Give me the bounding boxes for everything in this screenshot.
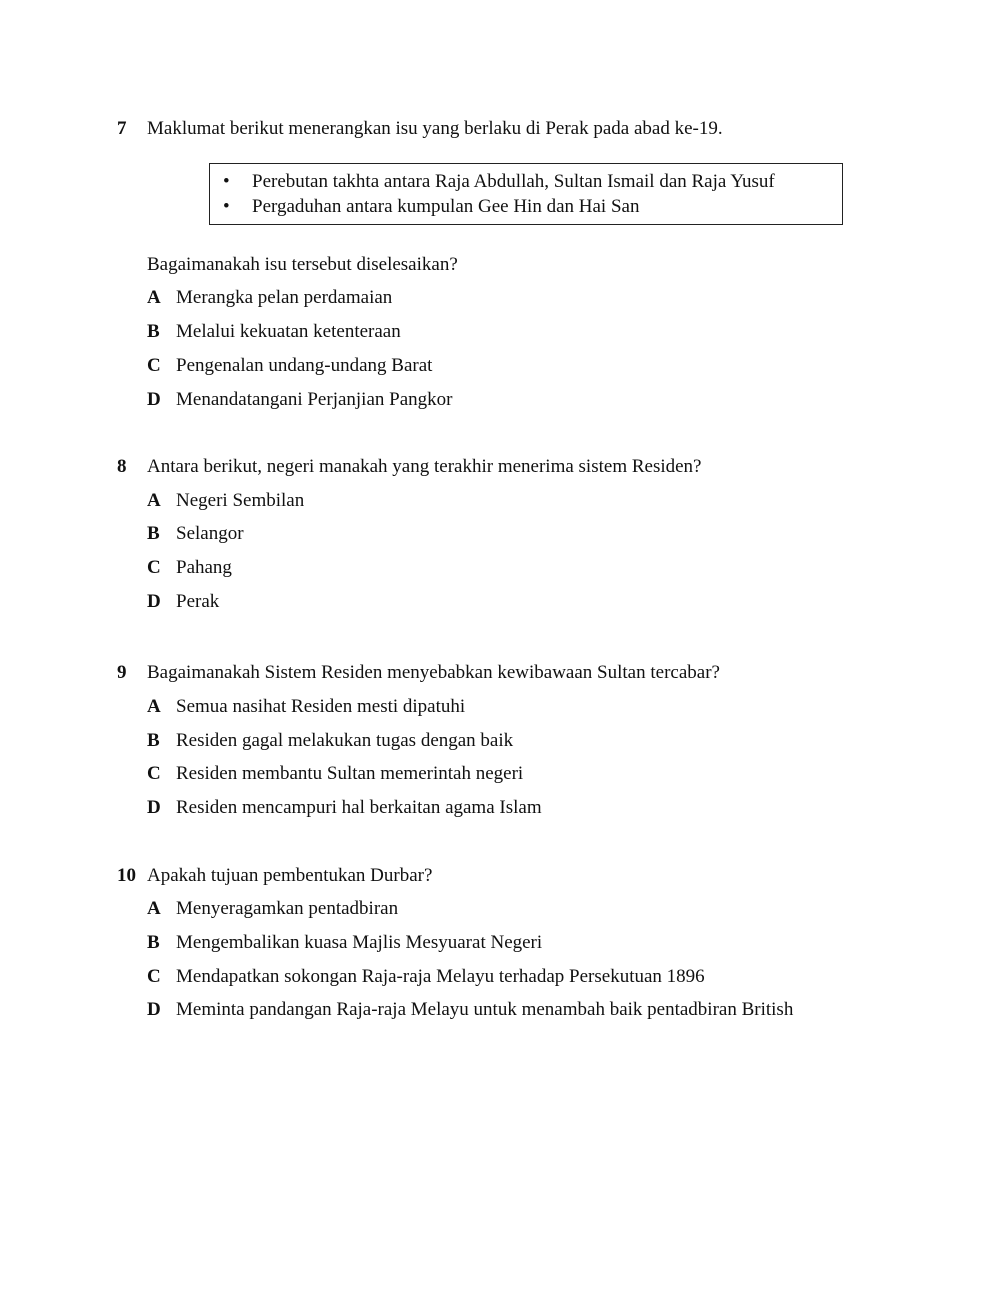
option-letter: B xyxy=(147,523,160,544)
option-letter: D xyxy=(147,591,161,612)
bullet-icon: • xyxy=(223,196,230,217)
option-c[interactable] xyxy=(147,557,232,579)
option-text: Melalui kekuatan ketenteraan xyxy=(176,321,401,342)
option-text: Pengenalan undang-undang Barat xyxy=(176,355,433,376)
option-b[interactable] xyxy=(147,730,513,752)
option-text: Perak xyxy=(176,591,220,612)
option-text: Residen mencampuri hal berkaitan agama Islam xyxy=(176,797,542,818)
question-number: 7 xyxy=(117,118,127,139)
option-d[interactable] xyxy=(147,797,542,819)
option-text: Semua nasihat Residen mesti dipatuhi xyxy=(176,696,466,717)
option-c[interactable] xyxy=(147,966,705,988)
option-letter: A xyxy=(147,898,161,919)
option-d[interactable] xyxy=(147,591,219,613)
option-a[interactable] xyxy=(147,696,465,718)
option-letter: C xyxy=(147,763,161,784)
option-a[interactable] xyxy=(147,898,398,920)
option-text: Residen membantu Sultan memerintah negeri xyxy=(176,763,524,784)
option-text: Selangor xyxy=(176,523,244,544)
option-text: Menandatangani Perjanjian Pangkor xyxy=(176,389,453,410)
question-number: 8 xyxy=(117,456,127,477)
option-text: Meminta pandangan Raja-raja Melayu untuk menambah baik pentadbiran British xyxy=(176,999,794,1020)
option-letter: C xyxy=(147,557,161,578)
option-letter: A xyxy=(147,490,161,511)
question-number: 9 xyxy=(117,662,127,683)
question-number: 10 xyxy=(117,865,136,886)
option-text: Merangka pelan perdamaian xyxy=(176,287,393,308)
option-a[interactable] xyxy=(147,287,392,309)
info-box xyxy=(209,163,843,225)
option-d[interactable] xyxy=(147,999,793,1021)
option-text: Residen gagal melakukan tugas dengan baik xyxy=(176,730,514,751)
question-text: Maklumat berikut menerangkan isu yang berlaku di Perak pada abad ke-19. xyxy=(147,118,723,139)
option-letter: B xyxy=(147,321,160,342)
option-text: Negeri Sembilan xyxy=(176,490,305,511)
question-text: Antara berikut, negeri manakah yang terakhir menerima sistem Residen? xyxy=(147,456,702,477)
option-b[interactable] xyxy=(147,321,401,343)
option-letter: D xyxy=(147,389,161,410)
option-text: Mendapatkan sokongan Raja-raja Melayu terhadap Persekutuan 1896 xyxy=(176,966,705,987)
option-letter: C xyxy=(147,355,161,376)
option-text: Menyeragamkan pentadbiran xyxy=(176,898,399,919)
info-box-item xyxy=(223,171,775,193)
info-box-item-text: Perebutan takhta antara Raja Abdullah, Sultan Ismail dan Raja Yusuf xyxy=(252,171,775,192)
option-d[interactable] xyxy=(147,389,452,411)
info-box-item-text: Pergaduhan antara kumpulan Gee Hin dan Hai San xyxy=(252,196,640,217)
option-text: Pahang xyxy=(176,557,232,578)
question-prompt: Bagaimanakah isu tersebut diselesaikan? xyxy=(147,254,458,275)
option-c[interactable] xyxy=(147,355,432,377)
question-text: Apakah tujuan pembentukan Durbar? xyxy=(147,865,433,886)
option-a[interactable] xyxy=(147,490,304,512)
bullet-icon: • xyxy=(223,171,230,192)
option-letter: B xyxy=(147,730,160,751)
option-text: Mengembalikan kuasa Majlis Mesyuarat Negeri xyxy=(176,932,543,953)
option-b[interactable] xyxy=(147,523,244,545)
info-box-item xyxy=(223,196,639,218)
option-letter: C xyxy=(147,966,161,987)
question-text: Bagaimanakah Sistem Residen menyebabkan kewibawaan Sultan tercabar? xyxy=(147,662,720,683)
option-letter: B xyxy=(147,932,160,953)
option-letter: D xyxy=(147,797,161,818)
option-letter: A xyxy=(147,287,161,308)
option-b[interactable] xyxy=(147,932,542,954)
option-c[interactable] xyxy=(147,763,523,785)
option-letter: D xyxy=(147,999,161,1020)
option-letter: A xyxy=(147,696,161,717)
